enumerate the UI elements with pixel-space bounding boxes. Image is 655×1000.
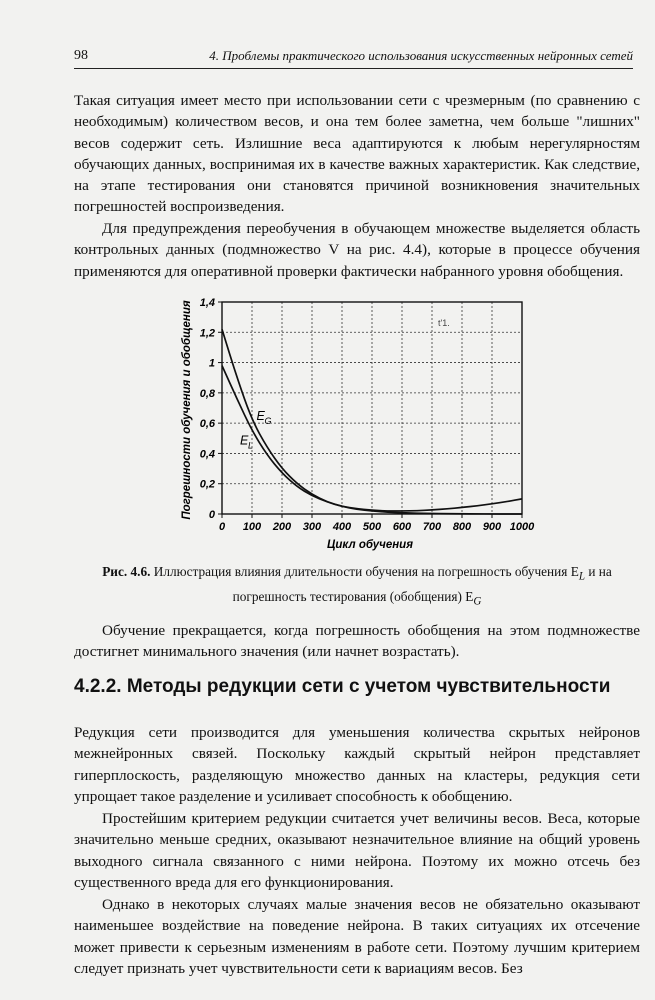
x-tick-label: 600 [392, 521, 412, 533]
y-tick-label: 1,2 [199, 327, 215, 340]
page-number: 98 [74, 48, 88, 63]
y-tick-label: 0,4 [199, 448, 215, 461]
caption-sub-l: L [578, 570, 585, 583]
x-tick-label: 200 [272, 521, 292, 533]
chart-annotation: t'1. [438, 318, 450, 328]
paragraph-5: Простейшим критерием редукции считается учет величины весов. Веса, которые значительно меньше средних, оказывают незначительное влияние на общий уровень выходного сигнала связанного с ними нейрона. Поэтому их можно отсечь без существенного вреда для его функционирования. [74, 810, 640, 891]
y-tick-label: 1 [208, 357, 215, 370]
paragraph-6: Однако в некоторых случаях малые значения весов не обязательно оказывают наименьшее воздействие на поведение нейрона. В таких ситуациях их отсечение может привести к серьезным изменениям в работе сети. Поэтому лучшим критерием следует признать учет чувствительности сети к вариациям весов. Без [74, 896, 640, 977]
error-chart [170, 292, 540, 554]
series-label-E_L: E [240, 433, 249, 448]
figure-4-6 [170, 292, 540, 554]
running-title: 4. Проблемы практического использования искусственных нейронных сетей [209, 48, 633, 63]
caption-text: Иллюстрация влияния длительности обучения на погрешность обучения E [153, 564, 579, 579]
page-header [74, 46, 633, 69]
series-label-E_G: E [256, 409, 265, 424]
x-tick-label: 400 [332, 521, 352, 533]
x-tick-label: 800 [452, 521, 472, 533]
x-tick-label: 500 [362, 521, 382, 533]
x-tick-label: 700 [422, 521, 442, 533]
y-tick-label: 0,6 [199, 418, 215, 431]
y-tick-label: 1,4 [199, 297, 215, 309]
y-tick-label: 0,8 [199, 387, 215, 400]
paragraph-2: Для предупреждения переобучения в обучающем множестве выделяется область контрольных данных (подмножество V на рис. 4.4), которые в процессе обучения применяются для оперативной проверки фактически набранного уровня обобщения. [74, 220, 640, 280]
series-label-sub-E_L: L [248, 440, 254, 451]
x-tick-label: 100 [242, 521, 262, 533]
y-tick-label: 0,2 [199, 478, 215, 491]
caption-text-2: и на погрешность тестирования (обобщения) E [232, 564, 612, 604]
series-label-sub-E_G: G [264, 416, 272, 427]
caption-label: Рис. 4.6. [102, 564, 151, 579]
chart-x-label: Цикл обучения [327, 539, 413, 551]
paragraph-4: Редукция сети производится для уменьшения количества скрытых нейронов межнейронных связей. Поскольку каждый скрытый нейрон представляет гиперплоскость, разделяющую множество данных на кластеры, редукция сети упрощает такое разделение и усиливает способность к обобщению. [74, 724, 640, 805]
x-tick-label: 1000 [509, 521, 535, 533]
chart-y-label: Погрешности обучения и обобщения [181, 300, 193, 520]
chart-grid [222, 302, 522, 514]
x-tick-label: 300 [302, 521, 322, 533]
y-tick-label: 0 [208, 509, 215, 521]
paragraph-1: Такая ситуация имеет место при использовании сети с чрезмерным (по сравнению с необходимым) количеством весов, и она тем более заметна, чем больше "лишних" весов содержит сеть. Излишние веса адаптируются к любым нерегулярностям обучающих данных, воспринимая их в качестве важных характеристик. Как следствие, на этапе тестирования они становятся причиной возникновения значительных погрешностей воспроизведения. [74, 92, 640, 216]
section-heading: 4.2.2. Методы редукции сети с учетом чувствительности [74, 676, 611, 697]
figure-caption [74, 562, 640, 611]
paragraph-3: Обучение прекращается, когда погрешность обобщения на этом подмножестве достигнет минимального значения (или начнет возрастать). [74, 622, 640, 661]
x-tick-label: 900 [482, 521, 502, 533]
x-tick-label: 0 [218, 521, 226, 533]
caption-sub-g: G [473, 595, 482, 608]
